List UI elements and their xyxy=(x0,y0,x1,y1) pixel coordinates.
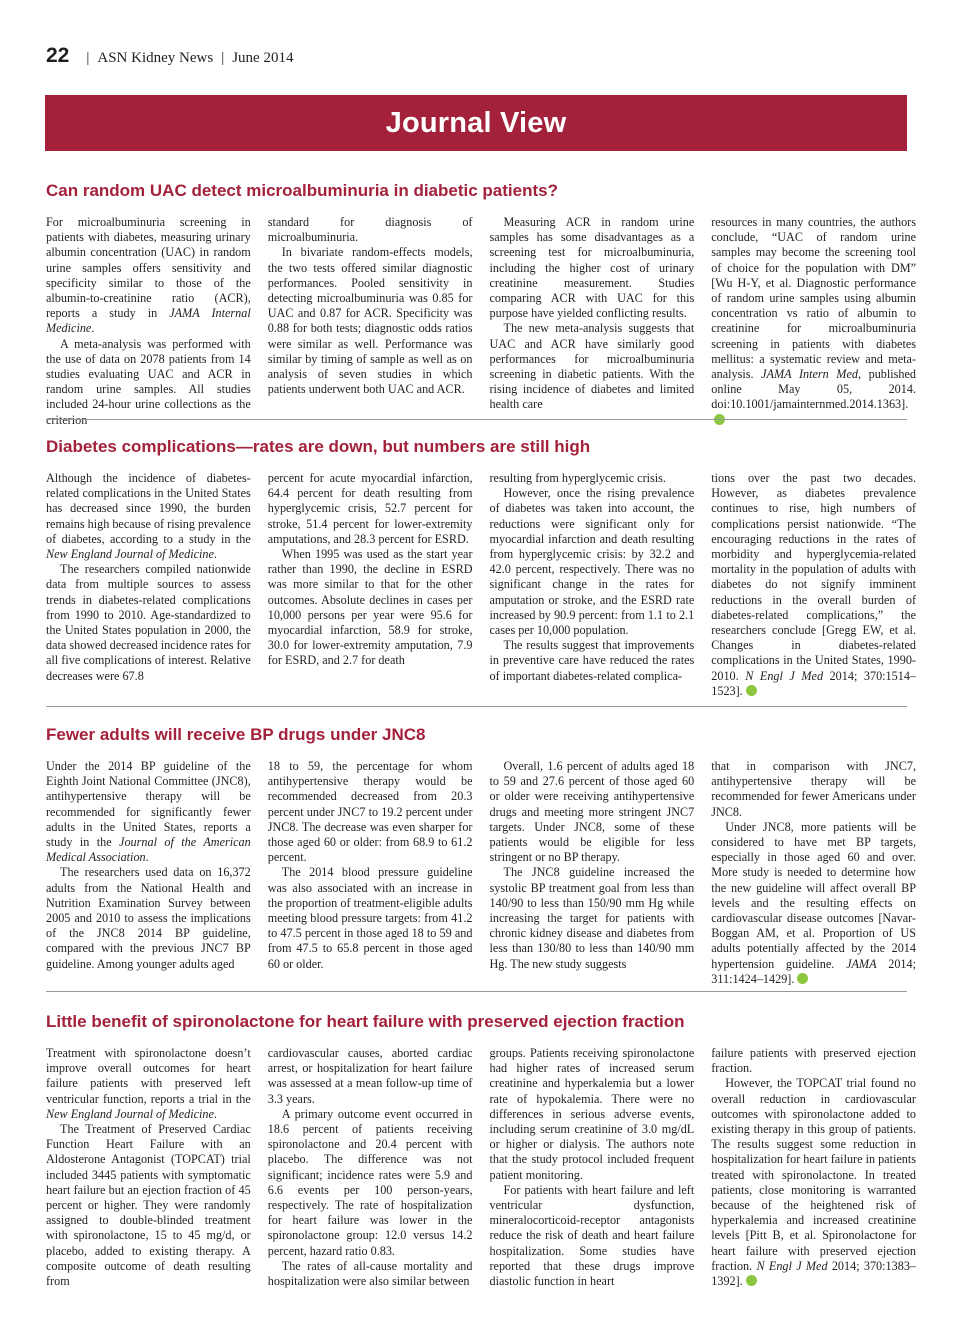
paragraph-text: However, the TOPCAT trial found no overall reduction in cardiovascular outcomes with spironolactone added to existing therapy in this group of patients. The results suggest some reduction in hospitalization for heart failure in patients treated with spironolactone. In treated patients, close monitoring is warranted because of the heightened risk of hyperkalemia and increased creatinine levels [Pitt B, et al. Spironolactone for heart failure with preserved ejection fraction. N Engl J Med 2014; 370:1383–1392]. xyxy=(711,1076,917,1289)
article-headline: Can random UAC detect microalbuminuria in diabetic patients? xyxy=(46,181,558,200)
paragraph: However, once the rising prevalence of diabetes was taken into account, the reductions were significant only for myocardial infarction and death resulting from hyperglycemic crisis: by 32.2 and 42.0 percent, respectively. There was no significant change in the rates for amputation or stroke, and the ESRD rate increased by 90.9 percent: from 1.1 to 2.1 cases per 10,000 population. xyxy=(489,486,695,638)
article-headline: Diabetes complications—rates are down, but numbers are still high xyxy=(46,437,591,456)
article-column xyxy=(490,471,695,699)
article-column xyxy=(711,1046,916,1289)
paragraph: A primary outcome event occurred in 18.6 percent of patients receiving spironolactone and 20.4 percent with placebo. The difference was not significant; incidence rates were 5.9 and 6.6 events per 100 person-years, respectively. The rate of hospitalization for heart failure was lower in the spironolactone group: 12.0 versus 14.2 percent, hazard ratio 0.83. xyxy=(267,1106,473,1258)
article-uac-microalbuminuria xyxy=(46,181,916,428)
article-column xyxy=(268,471,473,699)
paragraph: percent for acute myocardial infarction, 64.4 percent for death resulting from hyperglycemic crisis, 52.7 percent for stroke, 51.4 percent for lower-extremity amputations, and 28.3 percent for ESRD. xyxy=(267,471,473,546)
paragraph: Measuring ACR in random urine samples has some disadvantages as a screening test for microalbuminuria, including the higher cost of urinary creatinine measurement. Studies comparing ACR with UAC for this purpose have yielded conflicting results. xyxy=(489,215,695,321)
paragraph: The researchers compiled nationwide data from multiple sources to assess trends in diabetes-related complications from 1990 to 2010. Age-standardized to the United States population in 2000, the data showed decreased incidence rates for all five complications of interest. Relative decreases were 67.8 xyxy=(46,562,251,683)
paragraph-text: resources in many countries, the authors conclude, “UAC of random urine samples may become the screening tool of choice for the population with DM” [Wu H-Y, et al. Diagnostic performance of random urine samples using albumin concentration vs ratio of albumin to creatinine for microalbuminuria screening in patients with diabetes mellitus: a systematic review and meta-analysis. JAMA Intern Med, published online May 05, 2014. doi:10.1001/jamainternmed.2014.1363]. xyxy=(711,215,916,412)
header-divider: | xyxy=(86,50,90,66)
paragraph xyxy=(711,471,916,699)
paragraph xyxy=(711,215,916,428)
article-column xyxy=(46,1046,251,1289)
article-columns xyxy=(46,1046,916,1289)
paragraph: standard for diagnosis of microalbuminuria. xyxy=(267,215,473,245)
paragraph: Under the 2014 BP guideline of the Eighth Joint National Committee (JNC8), antihypertensive therapy will be recommended for significantly fewer adults in the United States, reports a study in the Journal of the American Medical Association. xyxy=(46,759,251,865)
article-columns xyxy=(46,471,916,699)
article-column xyxy=(46,471,251,699)
article-column xyxy=(46,759,251,987)
article-column xyxy=(46,215,251,428)
article-column xyxy=(268,1046,473,1289)
issue-date: June 2014 xyxy=(232,50,294,66)
paragraph: The Treatment of Preserved Cardiac Function Heart Failure with an Aldosterone Antagonist (TOPCAT) trial included 3445 patients with symptomatic heart failure but an ejection fraction of 45 percent or higher. They were randomly assigned to double-blinded treatment with spironolactone, 15 to 45 mg/d, or placebo, added to existing therapy. A composite outcome of death resulting from xyxy=(46,1122,251,1289)
paragraph: When 1995 was used as the start year rather than 1990, the decline in ESRD was more similar to that for the other outcomes. Absolute declines in cases per 10,000 persons per year were 95.6 for myocardial infarction, 58.9 for stroke, 30.0 for lower-extremity amputation, 7.9 for ESRD, and 2.7 for death xyxy=(267,547,473,668)
article-spironolactone xyxy=(46,1012,916,1289)
paragraph xyxy=(711,820,916,987)
article-diabetes-complications xyxy=(46,437,916,699)
paragraph: 18 to 59, the percentage for whom antihypertensive therapy would be recommended decreased from 20.3 percent under JNC7 to 19.2 percent under JNC8. The decrease was even sharper for those aged 60 or older: from 68.9 to 61.2 percent. xyxy=(267,759,473,865)
header-divider: | xyxy=(221,50,225,66)
paragraph: For microalbuminuria screening in patients with diabetes, measuring urinary albumin concentration (UAC) in random urine samples offers sensitivity and specificity similar to those of the albumin-to-creatinine ratio (ACR), reports a study in JAMA Internal Medicine. xyxy=(46,215,251,336)
publication-name: ASN Kidney News xyxy=(97,50,214,66)
section-divider xyxy=(46,419,907,420)
paragraph: The new meta-analysis suggests that UAC and ACR have similarly good performances for microalbuminuria screening in diabetic patients. With the rising incidence of diabetes and limited health care xyxy=(489,321,695,412)
article-headline: Fewer adults will receive BP drugs under JNC8 xyxy=(46,725,426,744)
section-divider xyxy=(46,706,907,707)
article-columns xyxy=(46,759,916,987)
article-column xyxy=(268,215,473,428)
article-column xyxy=(711,471,916,699)
paragraph: Although the incidence of diabetes-related complications in the United States has decreased since 1990, the burden remains high because of rising prevalence of diabetes, according to a study in the New England Journal of Medicine. xyxy=(46,471,251,562)
paragraph: The results suggest that improvements in preventive care have reduced the rates of important diabetes-related complica- xyxy=(489,638,695,683)
article-column xyxy=(711,215,916,428)
end-mark-icon xyxy=(746,685,757,696)
paragraph-text: Under JNC8, more patients will be considered to have met BP targets, especially in those aged 60 and over. More study is needed to determine how the new guideline will affect overall BP levels and the resulting effects on cardiovascular disease outcomes [Navar-Boggan AM, et al. Proportion of US adults potentially affected by the 2014 hypertension guideline. JAMA 2014; 311:1424–1429]. xyxy=(711,819,917,986)
article-headline: Little benefit of spironolactone for heart failure with preserved ejection fraction xyxy=(46,1012,685,1031)
article-bp-jnc8 xyxy=(46,725,916,987)
paragraph: For patients with heart failure and left ventricular dysfunction, mineralocorticoid-receptor antagonists reduce the risk of death and heart failure hospitalization. Some studies have reported that these drugs improve diastolic function in heart xyxy=(489,1182,695,1289)
article-columns xyxy=(46,215,916,428)
paragraph: Overall, 1.6 percent of adults aged 18 to 59 and 27.6 percent of those aged 60 or older were receiving antihypertensive drugs and meeting more stringent JNC7 targets. Under JNC8, some of these patients would be eligible for less stringent or no BP therapy. xyxy=(489,759,695,865)
paragraph: failure patients with preserved ejection fraction. xyxy=(711,1046,916,1076)
section-divider xyxy=(46,991,907,992)
article-column xyxy=(490,759,695,987)
paragraph: In bivariate random-effects models, the two tests offered similar diagnostic performances. Pooled sensitivity in detecting microalbuminuria was 0.85 for UAC and 0.87 for ACR. Specificity was 0.88 for both tests; diagnostic odds ratios were similar as well. Performance was similar by timing of sample as well as on analysis of seven studies in which patients underwent both UAC and ACR. xyxy=(267,245,473,397)
article-column xyxy=(268,759,473,987)
page-number: 22 xyxy=(46,44,70,67)
paragraph: The 2014 blood pressure guideline was also associated with an increase in the proportion of treatment-eligible adults meeting blood pressure targets: from 41.2 to 47.5 percent in those aged 18 to 59 and from 47.5 to 65.8 percent in those aged 60 or older. xyxy=(267,865,473,971)
paragraph: The researchers used data on 16,372 adults from the National Health and Nutrition Examination Survey between 2005 and 2010 to assess the implications of the JNC8 2014 BP guideline, compared with the previous JNC7 BP guideline. Among younger adults aged xyxy=(46,865,251,971)
end-mark-icon xyxy=(746,1275,757,1286)
paragraph: The rates of all-cause mortality and hospitalization were also similar between xyxy=(267,1258,473,1289)
article-column xyxy=(711,759,916,987)
paragraph: cardiovascular causes, aborted cardiac arrest, or hospitalization for heart failure was assessed at a mean follow-up time of 3.3 years. xyxy=(267,1046,473,1106)
paragraph xyxy=(711,1076,916,1289)
end-mark-icon xyxy=(797,973,808,984)
paragraph: resulting from hyperglycemic crisis. xyxy=(489,471,666,485)
paragraph: A meta-analysis was performed with the use of data on 2078 patients from 14 studies evaluating UAC and ACR in random urine samples. All studies included 24-hour urine collections as the criterion xyxy=(46,336,251,427)
page-header xyxy=(46,44,293,68)
article-column xyxy=(490,215,695,428)
paragraph: The JNC8 guideline increased the systolic BP treatment goal from less than 140/90 to less than 150/90 mm Hg while increasing the target for patients with chronic kidney disease and diabetes from less than 130/80 to less than 140/90 mm Hg. The new study suggests xyxy=(489,865,695,971)
paragraph: groups. Patients receiving spironolactone had higher rates of increased serum creatinine and hyperkalemia but a lower rate of hypokalemia. There were no differences in serious adverse events, including serum creatinine of 3.0 mg/dL or higher or dialysis. The authors note that the study protocol included frequent patient monitoring. xyxy=(489,1046,695,1182)
paragraph: that in comparison with JNC7, antihypertensive therapy will be recommended for fewer Americans under JNC8. xyxy=(711,759,916,819)
section-banner: Journal View xyxy=(45,95,907,151)
article-column xyxy=(490,1046,695,1289)
paragraph: Treatment with spironolactone doesn’t improve overall outcomes for heart failure patients with preserved left ventricular function, reports a trial in the New England Journal of Medicine. xyxy=(46,1046,251,1121)
paragraph-text: tions over the past two decades. However, as diabetes prevalence continues to rise, high numbers of complications persist nationwide. “The encouraging reductions in the rates of morbidity and hyperglycemia-related mortality in the population of adults with diabetes do not signify imminent reductions in the overall burden of diabetes-related complications,” the researchers conclude [Gregg EW, et al. Changes in diabetes-related complications in the United States, 1990-2010. N Engl J Med 2014; 370:1514–1523]. xyxy=(711,471,917,698)
